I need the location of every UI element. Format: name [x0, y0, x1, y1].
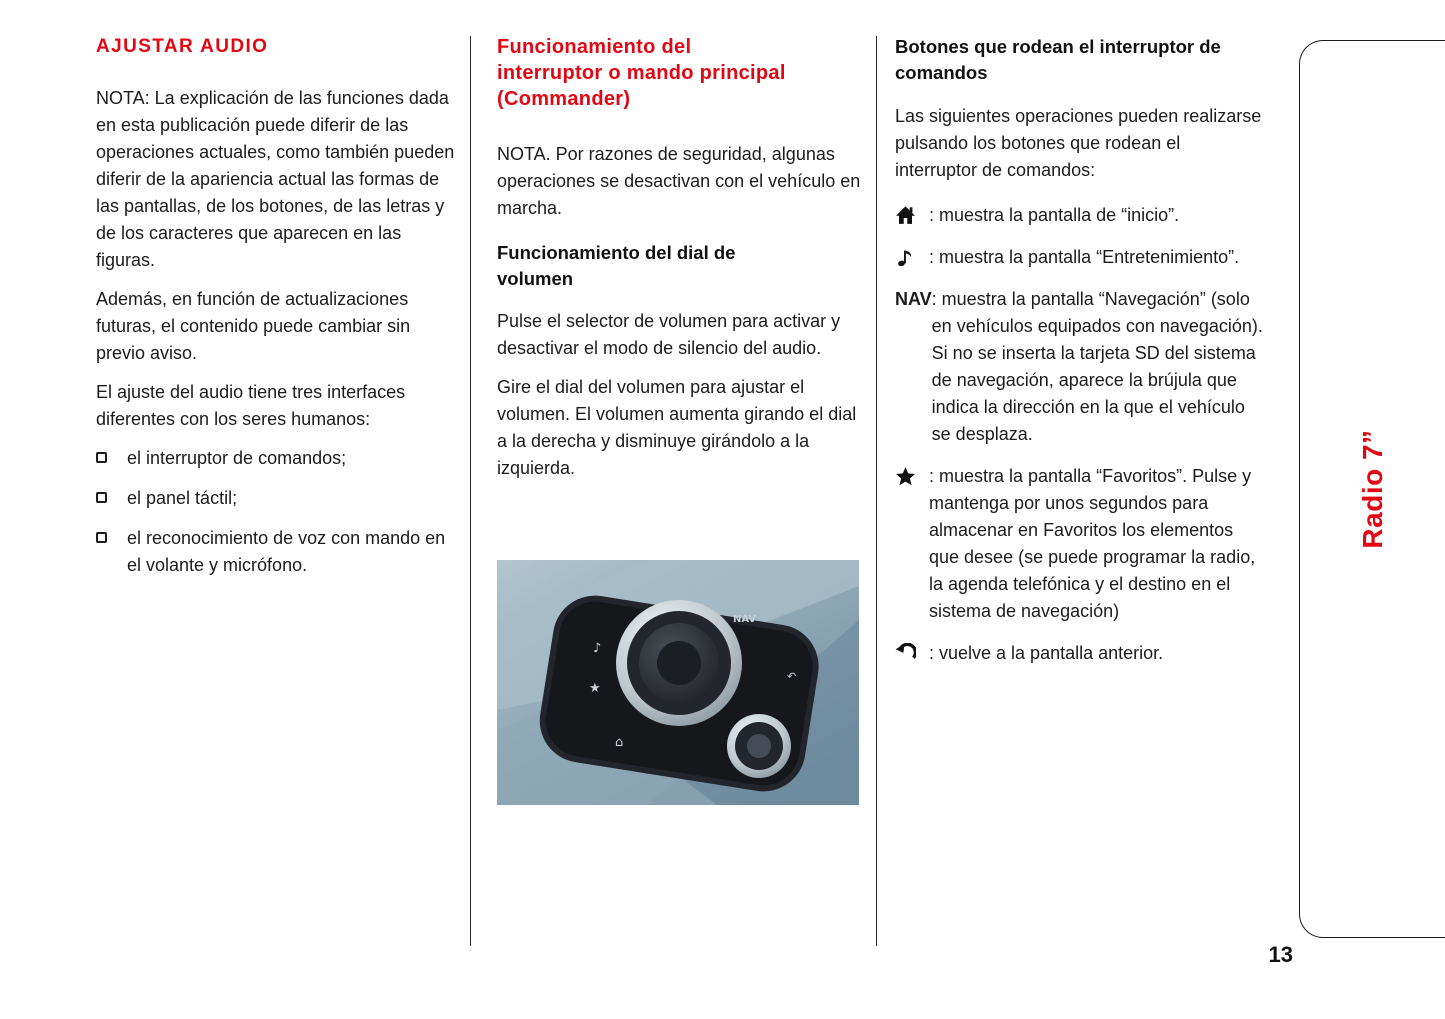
list-item [96, 525, 462, 579]
section-botones-interruptor [895, 34, 1263, 682]
commander-control-photo [497, 560, 859, 805]
heading-botones-interruptor: Botones que rodean el interruptor de comandos [895, 36, 1221, 83]
page-number: 13 [1268, 942, 1293, 967]
commander-photo-image [497, 560, 859, 805]
svg-text:★: ★ [589, 681, 601, 696]
bullet-text: el reconocimiento de voz con mando en el volante y micrófono. [127, 528, 446, 575]
button-description-nav [895, 286, 1263, 448]
bullet-text: el interruptor de comandos; [127, 448, 347, 468]
paragraph-nota-seguridad: NOTA. Por razones de seguridad, algunas operaciones se desactivan con el vehículo en marcha. [497, 144, 861, 218]
section-funcionamiento-commander [497, 34, 863, 805]
paragraph-ademas: Además, en función de actualizaciones futuras, el contenido puede cambiar sin previo aviso. [96, 289, 411, 363]
paragraph-ajuste-audio: El ajuste del audio tiene tres interfaces diferentes con los seres humanos: [96, 382, 406, 429]
list-item [96, 485, 462, 512]
svg-text:NAV: NAV [733, 614, 757, 625]
svg-text:⌂: ⌂ [615, 735, 624, 750]
heading-funcionamiento-commander: Funcionamiento del interruptor o mando principal (Commander) [497, 36, 786, 110]
column-divider [876, 36, 877, 946]
music-note-icon [895, 244, 929, 271]
interface-bullet-list [96, 445, 462, 579]
button-description-text: : muestra la pantalla “Entretenimiento”. [929, 247, 1240, 267]
square-bullet-icon [96, 445, 127, 472]
square-bullet-icon [96, 525, 127, 579]
section-ajustar-audio [96, 34, 462, 592]
subheading-dial-volumen: Funcionamiento del dial de volumen [497, 242, 736, 289]
square-bullet-icon [96, 485, 127, 512]
button-description-favorites [895, 463, 1263, 625]
button-description-text: : muestra la pantalla “Favoritos”. Pulse y mantenga por unos segundos para almacenar en Favoritos los elementos que desee (se puede programar la radio, la agenda telefónica y el destino en el sistema de navegación) [929, 466, 1256, 621]
nav-button-label: NAV [895, 289, 932, 309]
paragraph-siguientes-operaciones: Las siguientes operaciones pueden realizarse pulsando los botones que rodean el interruptor de comandos: [895, 106, 1262, 180]
button-description-entertainment [895, 244, 1263, 271]
chapter-tab-label: Radio 7” [1356, 429, 1388, 549]
button-description-home [895, 202, 1263, 229]
home-icon [895, 202, 929, 229]
paragraph-pulse-selector: Pulse el selector de volumen para activar y desactivar el modo de silencio del audio. [497, 311, 841, 358]
svg-text:♪: ♪ [593, 641, 602, 656]
list-item [96, 445, 462, 472]
button-description-back [895, 640, 1263, 667]
paragraph-nota-explicacion: NOTA: La explicación de las funciones dada en esta publicación puede diferir de las operaciones actuales, como también pueden diferir de la apariencia actual las formas de las pantallas, de los botones, de las letras y de los caracteres que aparecen en las figuras. [96, 88, 455, 270]
button-description-text: : muestra la pantalla “Navegación” (solo en vehículos equipados con navegación). Si no se inserta la tarjeta SD del sistema de navegación, aparece la brújula que indica la dirección en la que el vehículo se desplaza. [931, 289, 1263, 444]
return-arrow-icon [895, 640, 929, 667]
column-divider [470, 36, 471, 946]
paragraph-gire-dial: Gire el dial del volumen para ajustar el volumen. El volumen aumenta girando el dial a la derecha y disminuye girándolo a la izquierda. [497, 377, 857, 478]
heading-ajustar-audio: AJUSTAR AUDIO [96, 36, 269, 57]
button-description-text: : vuelve a la pantalla anterior. [929, 643, 1164, 663]
star-icon [895, 463, 929, 625]
bullet-text: el panel táctil; [127, 488, 238, 508]
button-description-text: : muestra la pantalla de “inicio”. [929, 205, 1180, 225]
svg-text:↶: ↶ [787, 670, 797, 683]
chapter-tab [1299, 40, 1445, 938]
